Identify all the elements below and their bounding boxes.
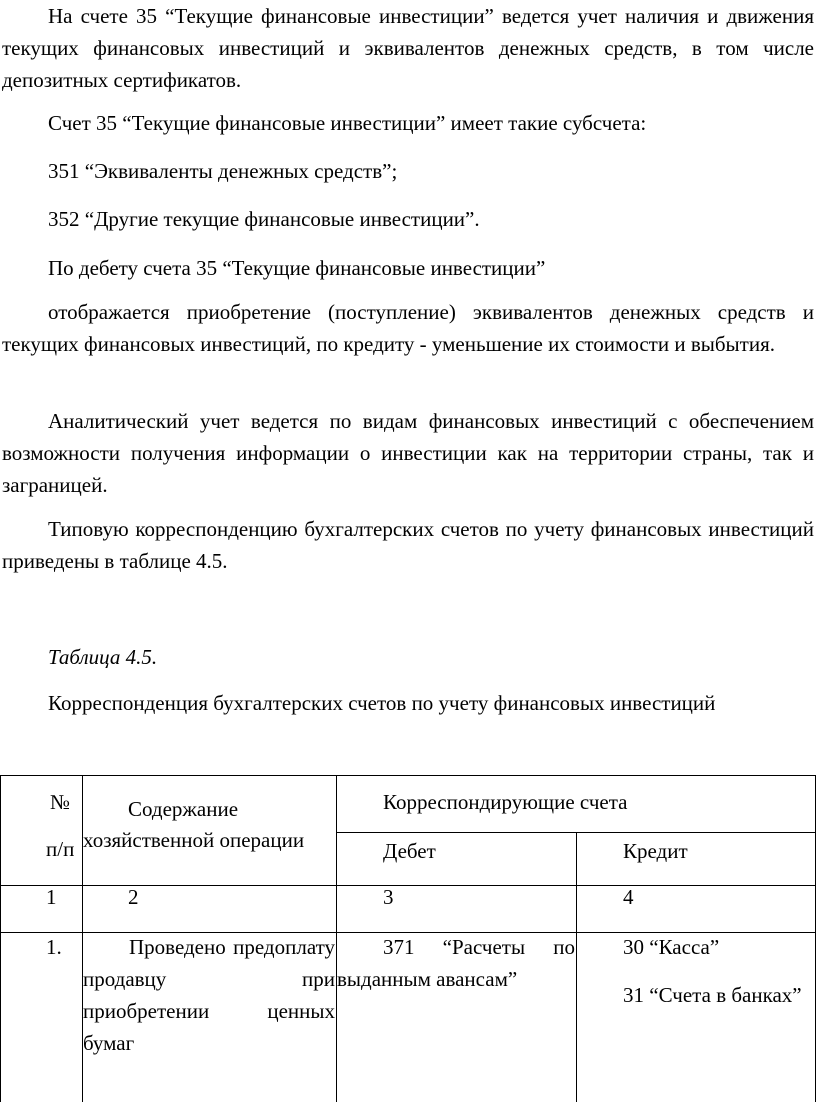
table-border-top — [0, 775, 816, 776]
paragraph-3: 351 “Эквиваленты денежных средств”; — [48, 159, 398, 183]
header-credit: Кредит — [623, 839, 688, 863]
index-cell-3: 3 — [383, 885, 394, 909]
row-1-num: 1. — [46, 935, 62, 959]
table-caption: Таблица 4.5. — [48, 645, 158, 669]
row-1-credit-1: 30 “Касса” — [623, 935, 720, 959]
table-title: Корреспонденция бухгалтерских счетов по учету финансовых инвестиций — [48, 691, 716, 715]
paragraph-7: Аналитический учет ведется по видам финансовых инвестиций с обеспечением возможности получения информации о инвестиции как на территории страны, так и заграницей. — [2, 409, 814, 497]
row-1-credit-2: 31 “Счета в банках” — [623, 983, 802, 1007]
paragraph-5: По дебету счета 35 “Текущие финансовые инвестиции” — [48, 256, 546, 280]
table-border-left — [0, 775, 1, 1102]
header-debit: Дебет — [383, 839, 436, 863]
header-num-line1: № — [50, 790, 71, 814]
index-cell-4: 4 — [623, 885, 634, 909]
index-cell-1: 1 — [46, 885, 57, 909]
paragraph-2: Счет 35 “Текущие финансовые инвестиции” имеет такие субсчета: — [48, 111, 647, 135]
header-content-line2: хозяйственной операции — [83, 828, 305, 852]
paragraph-8: Типовую корреспонденцию бухгалтерских счетов по учету финансовых инвестиций приведены в таблице 4.5. — [2, 517, 814, 573]
table-border-col3 — [576, 832, 577, 1102]
row-1-content: Проведено предоплату продавцу при приобретении ценных бумаг — [83, 935, 335, 1055]
row-1-debit: 371 “Расчеты по выданным авансам” — [337, 935, 575, 991]
correspondence-table — [0, 775, 816, 1102]
paragraph-4: 352 “Другие текущие финансовые инвестиции”. — [48, 207, 480, 231]
header-corresponding-accounts: Корреспондирующие счета — [383, 790, 628, 814]
paragraph-6: отображается приобретение (поступление) эквивалентов денежных средств и текущих финансовых инвестиций, по кредиту - уменьшение их стоимости и выбытия. — [2, 300, 814, 356]
table-border-header — [0, 885, 816, 886]
index-cell-2: 2 — [128, 885, 139, 909]
header-num-line2: п/п — [46, 837, 75, 861]
paragraph-1: На счете 35 “Текущие финансовые инвестиции” ведется учет наличия и движения текущих финансовых инвестиций и эквивалентов денежных средств, в том числе депозитных сертификатов. — [2, 4, 814, 92]
header-content-line1: Содержание — [128, 797, 239, 821]
